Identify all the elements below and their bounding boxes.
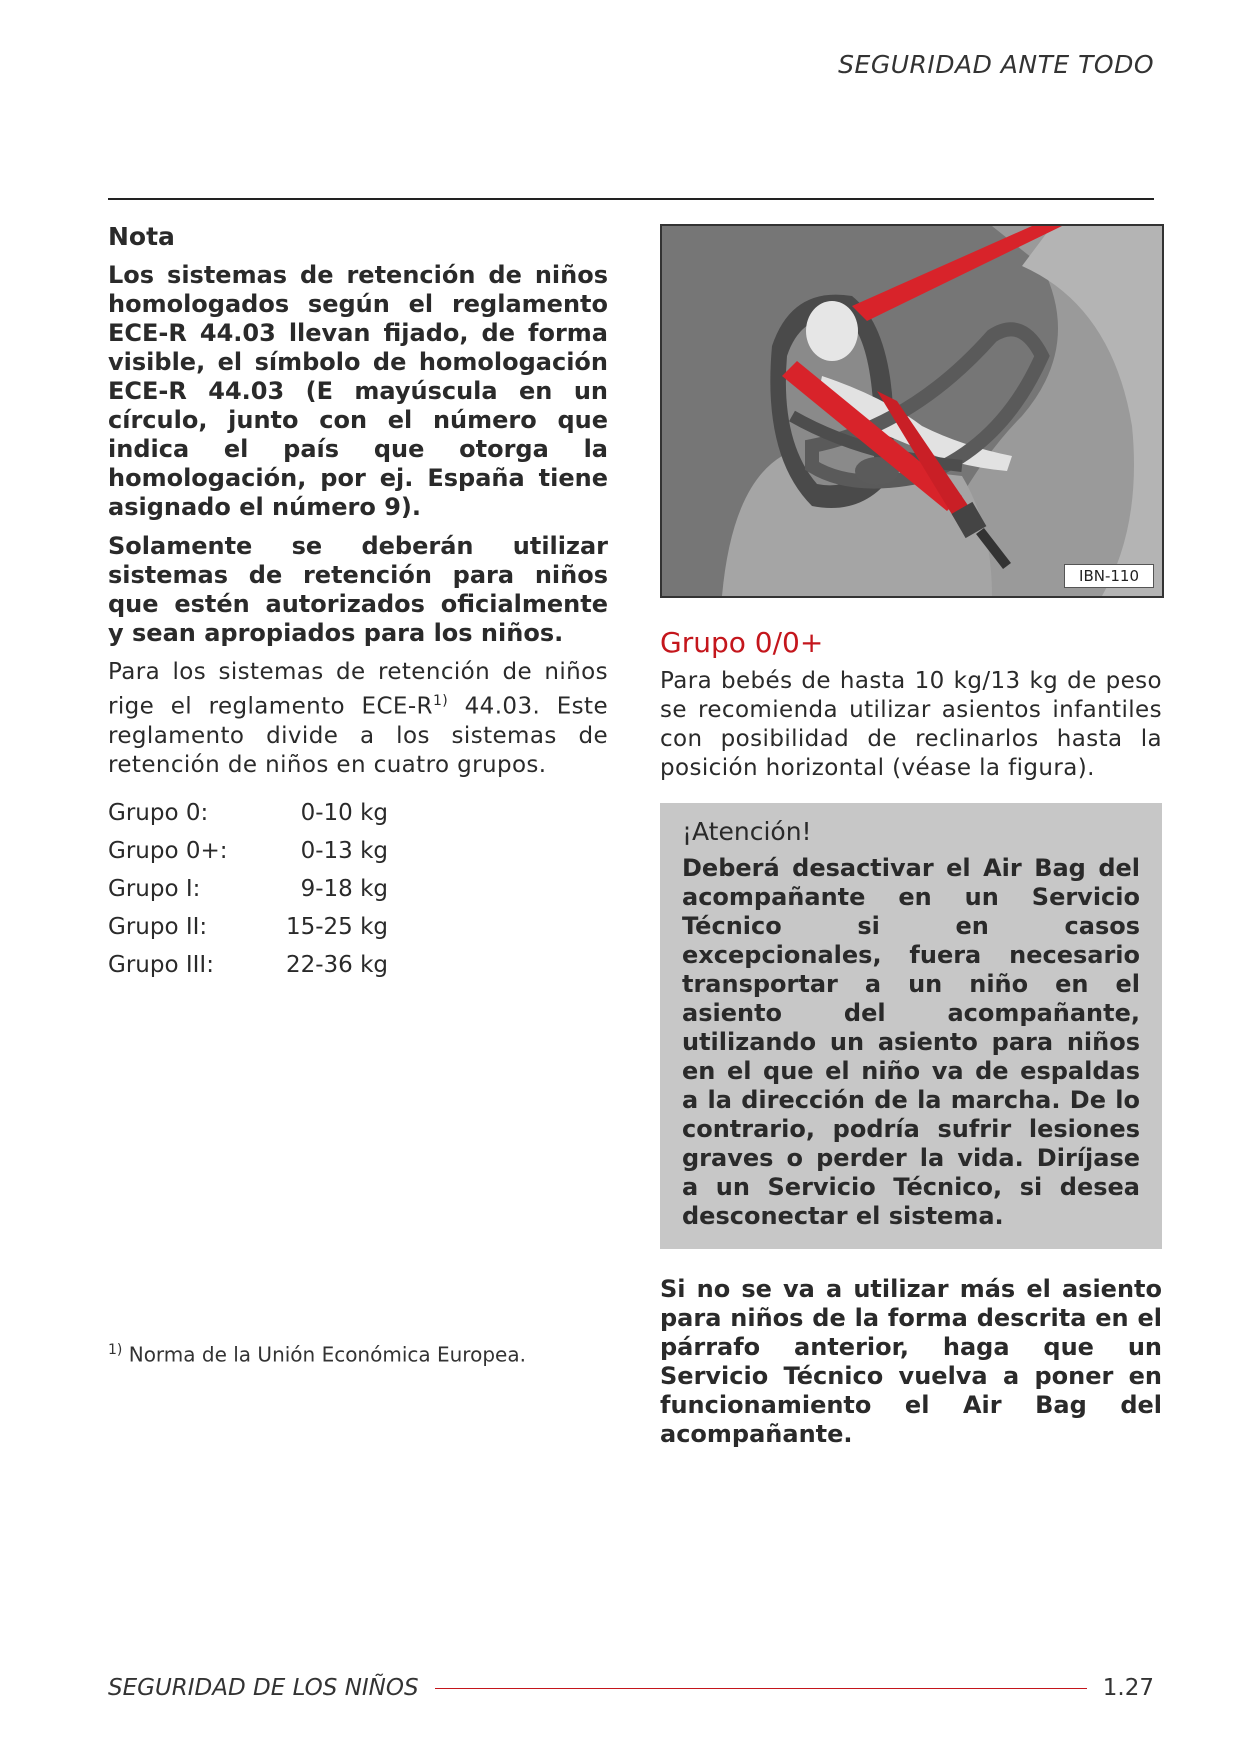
footnote-text: Norma de la Unión Económica Europea. xyxy=(122,1342,526,1367)
group-row xyxy=(108,794,608,832)
group-range: 22-36 kg xyxy=(285,951,388,978)
nota-title: Nota xyxy=(108,222,175,251)
group-row xyxy=(108,946,608,984)
group-range: 0-10 kg xyxy=(300,799,388,826)
footer-section: SEGURIDAD DE LOS NIÑOS xyxy=(108,1675,419,1701)
footnote-ref: 1) xyxy=(432,693,449,709)
regulation-text-start: Para los sistemas de retención de niños rige el reglamento ECE-R xyxy=(108,659,608,720)
header-rule xyxy=(108,198,1154,200)
groups-list xyxy=(108,794,608,984)
left-column xyxy=(108,222,608,984)
regulation-paragraph xyxy=(108,658,608,780)
warning-box xyxy=(660,803,1162,1249)
closing-text: Si no se va a utilizar más el asiento para niños de la forma descrita en el párrafo anterior, haga que un Servicio Técnico vuelva a poner en funcionamiento el Air Bag del acompañante. xyxy=(660,1275,1162,1448)
group-name: Grupo I: xyxy=(108,875,201,902)
child-seat-figure xyxy=(660,224,1164,598)
page-footer xyxy=(108,1675,1154,1701)
group-range: 0-13 kg xyxy=(300,837,388,864)
group-range: 9-18 kg xyxy=(300,875,388,902)
group-row xyxy=(108,908,608,946)
group-name: Grupo II: xyxy=(108,913,208,940)
group-row xyxy=(108,832,608,870)
right-column xyxy=(660,224,1162,1459)
section-title: Grupo 0/0+ xyxy=(660,626,824,659)
section-text: Para bebés de hasta 10 kg/13 kg de peso se recomienda utilizar asientos infantiles con posibilidad de reclinarlos hasta la posición horizontal (véase la figura). xyxy=(660,668,1162,781)
group-row xyxy=(108,870,608,908)
group-name: Grupo 0+: xyxy=(108,837,228,864)
footnote xyxy=(108,1342,526,1367)
figure-label: IBN-110 xyxy=(1064,564,1154,588)
child-seat-illustration xyxy=(662,226,1162,596)
group-range: 15-25 kg xyxy=(285,913,388,940)
group-name: Grupo 0: xyxy=(108,799,209,826)
footnote-mark: 1) xyxy=(108,1342,123,1358)
nota-text-2: Solamente se deberán utilizar sistemas de retención para niños que estén autorizados oficialmente y sean apropiados para los niños. xyxy=(108,532,608,647)
page-number: 1.27 xyxy=(1102,1675,1154,1701)
running-header: SEGURIDAD ANTE TODO xyxy=(838,50,1154,79)
warning-title: ¡Atención! xyxy=(682,817,812,846)
regulation-text-end: 44.03. Este reglamento divide a los sistemas de retención de niños en cuatro grupos. xyxy=(108,693,609,778)
nota-text: Los sistemas de retención de niños homologados según el reglamento ECE-R 44.03 llevan fijado, de forma visible, el símbolo de homologación ECE-R 44.03 (E mayúscula en un círculo, junto con el número que indica el país que otorga la homologación, por ej. España tiene asignado el número 9). xyxy=(108,261,608,521)
warning-text: Deberá desactivar el Air Bag del acompañante en un Servicio Técnico si en casos excepcionales, fuera necesario transportar a un niño en el asiento del acompañante, utilizando un asiento para niños en el que el niño va de espaldas a la dirección de la marcha. De lo contrario, podría sufrir lesiones graves o perder la vida. Diríjase a un Servicio Técnico, si desea desconectar el sistema. xyxy=(682,854,1140,1230)
group-name: Grupo III: xyxy=(108,951,214,978)
footer-rule xyxy=(435,1688,1087,1689)
